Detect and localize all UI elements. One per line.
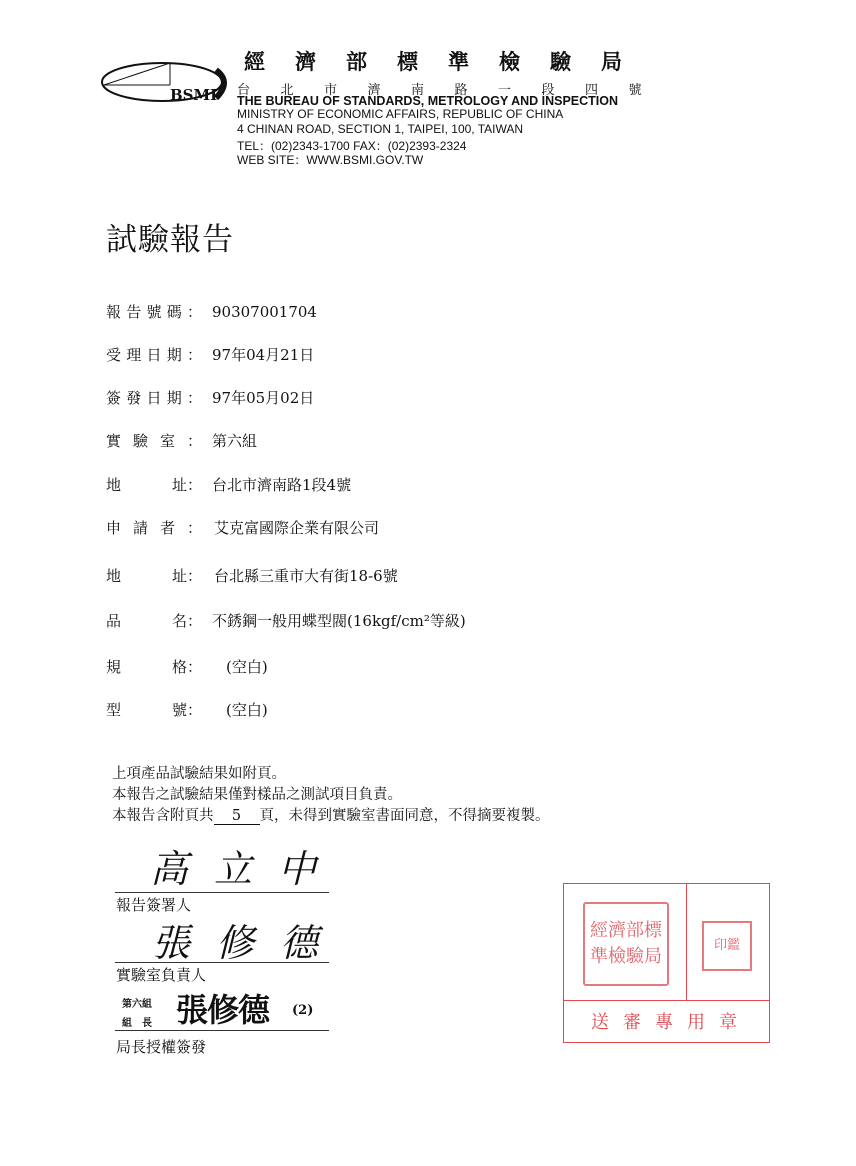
field-applicant [106,517,379,538]
field-specification [106,656,268,677]
field-label: 實 驗 室 ： [106,432,202,450]
field-value: 台北市濟南路1段4號 [212,476,352,494]
report-title: 試驗報告 [106,222,234,258]
field-lab-address [106,474,351,495]
official-seal: 經濟部標準檢驗局 [583,902,669,986]
org-name-zh: 經 濟 部 標 準 檢 驗 局 [244,49,622,74]
field-value: 97年05月02日 [212,389,315,407]
org-name-en: THE BUREAU OF STANDARDS, METROLOGY AND INSPECTION [237,94,619,108]
signature-label-3: 局長授權簽發 [116,1038,207,1056]
field-value: 90307001704 [212,303,317,321]
review-stamp-label: 送審專用章 [591,1012,751,1033]
field-label: 報 告 號 碼 ： [106,303,202,321]
stamp-number: (2) [292,1003,314,1018]
field-laboratory [106,430,257,451]
field-received-date [106,344,314,365]
field-value: 艾克富國際企業有限公司 [214,519,380,537]
field-value: 第六組 [212,432,258,450]
field-issue-date [106,387,314,408]
signature-label-2: 實驗室負責人 [116,966,207,984]
note-line-2: 本報告之試驗結果僅對樣品之測試項目負責。 [112,787,402,803]
svg-text:BSMI: BSMI [170,86,218,104]
page-count: 5 [214,809,260,825]
report-notes [112,764,550,827]
title-stamp: 第六組 組 長 [122,999,152,1029]
field-label: 地 址 ： [106,567,202,585]
field-label: 地 址 ： [106,476,202,494]
field-model [106,699,268,720]
address-zh: 台 北 市 濟 南 路 一 段 四 號 [237,83,642,98]
signature-handwriting-1: 高立中 [150,847,343,891]
name-stamp: 張修德 [176,991,270,1029]
ministry-en: MINISTRY OF ECONOMIC AFFAIRS, REPUBLIC OF CHINA [237,107,564,121]
field-value: 97年04月21日 [212,346,315,364]
field-label: 品 名 ： [106,612,202,630]
signature-line-1 [115,892,329,893]
signature-label-1: 報告簽署人 [116,896,192,914]
note-line-1: 上項產品試驗結果如附頁。 [112,766,286,782]
field-label: 簽 發 日 期 ： [106,389,202,407]
website: WEB SITE：WWW.BSMI.GOV.TW [237,153,424,167]
signature-line-2 [115,962,329,963]
field-label: 受 理 日 期 ： [106,346,202,364]
field-applicant-address [106,565,398,586]
field-value: 台北縣三重市大有街18-6號 [214,567,398,585]
signature-handwriting-2: 張修德 [152,921,345,965]
field-value: 不銹鋼一般用蝶型閥(16kgf/cm²等級) [212,612,466,630]
review-stamp-divider-v [686,883,687,1001]
field-label: 規 格 ： [106,658,202,676]
field-report-number [106,301,317,322]
field-value: (空白) [226,658,268,676]
note-line-3: 本報告含附頁共 5 頁，未得到實驗室書面同意，不得摘要複製。 [112,808,550,824]
personal-seal: 印鑑 [702,921,752,971]
field-value: (空白) [226,701,268,719]
bsmi-logo [98,58,238,106]
field-product-name [106,610,466,631]
review-stamp-divider-h [563,1000,769,1001]
signature-line-3 [115,1030,329,1031]
address-en: 4 CHINAN ROAD, SECTION 1, TAIPEI, 100, TAIWAN [237,122,524,136]
field-label: 型 號 ： [106,701,202,719]
field-label: 申 請 者 ： [106,519,202,537]
contact-info: TEL：(02)2343-1700 FAX：(02)2393-2324 [237,139,467,153]
